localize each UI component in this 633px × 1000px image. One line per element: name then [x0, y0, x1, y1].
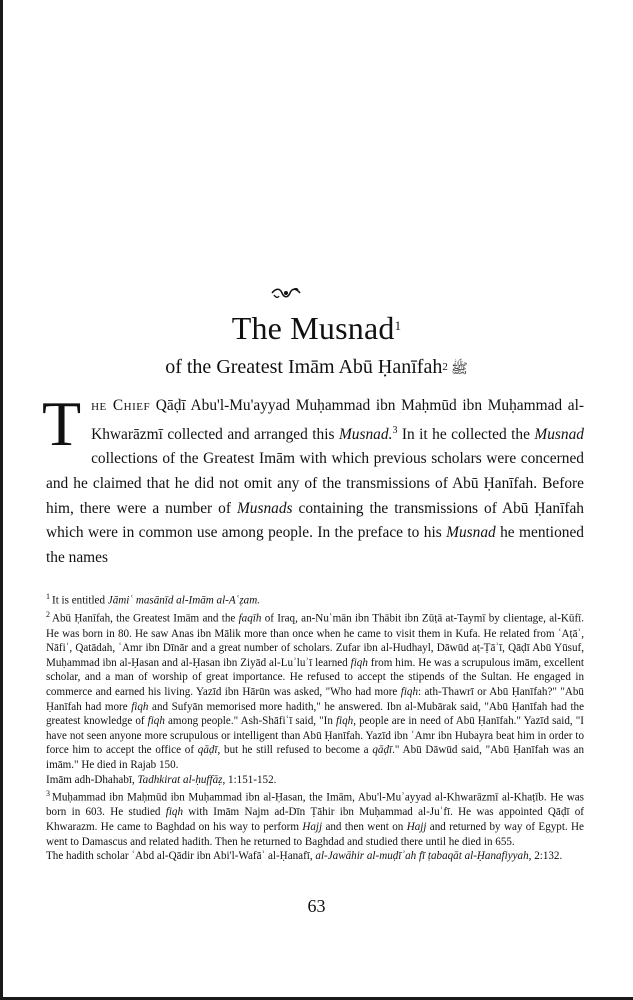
footnote-italic: fiqh — [335, 715, 354, 728]
footnote-italic: al-Jawāhir al-muḍīʾah fī ṭabaqāt al-Ḥanafiyyah — [315, 850, 529, 863]
footnote-text: Muḥammad ibn Maḥmūd ibn Muḥammad ibn al-Ḥasan, the Imām, Abu'l-Muʾayyad al-Khwarāzmī al-Khaṭīb. He was born in 603. He studied — [46, 791, 584, 819]
body-italic-term: Musnad — [534, 425, 584, 443]
page-number: 63 — [307, 896, 326, 916]
footnote-text: Imām adh-Dhahabī, — [46, 773, 138, 786]
body-text-segment: collections of the Greatest Imām with which previous scholars were concerned and he claimed that he did not omit any of the transmissions of Abū Ḥanīfah. Before him, there were a number of — [46, 450, 584, 517]
honorific-glyph: ﷺ — [450, 362, 468, 377]
footnote-text: It is entitled — [52, 594, 108, 607]
footnote-text: The hadith scholar ʿAbd al-Qādir ibn Abi'l-Wafāʾ al-Ḥanafī, — [46, 850, 316, 863]
footnotes-section — [46, 590, 584, 864]
footnote-2 — [46, 608, 584, 772]
opening-smallcaps: he Chief — [91, 397, 151, 414]
footnote-text: and returned by way of Egypt. He went to Damascus and related hadith. Then he returned to Baghdad and studied there until he died in 655. — [46, 820, 584, 848]
ornament-icon — [270, 286, 302, 300]
body-italic-term: Musnad. — [338, 425, 393, 443]
body-text-segment: containing the transmissions of Abū Ḥanīfah which were in common use among people. In the preface to his — [46, 499, 584, 542]
footnote-italic: Hajj — [302, 820, 323, 833]
footnote-italic: fiqh — [400, 685, 419, 698]
footnote-2-source — [46, 773, 584, 788]
page-edge-left — [0, 0, 3, 1000]
footnote-text: with Imām Najm ad-Dīn Ṭāhir ibn Muḥammad al-Juʿfī. He was appointed Qāḍī of Khwarazm. He came to Baghdad on his way to perform — [46, 806, 585, 833]
footnote-italic: Hajj — [406, 820, 427, 833]
footnote-text: and then went on — [322, 820, 407, 833]
footnote-text: : ath-Thawrī or Abū Ḥanīfah?" "Abū Ḥanīfah had more — [46, 685, 584, 713]
body-italic-term: Musnads — [236, 499, 293, 517]
footnote-italic: fiqh — [147, 715, 165, 728]
footnote-text: , 2:132. — [528, 850, 563, 863]
footnote-3 — [46, 787, 584, 849]
footnote-italic: qāḍī — [197, 744, 218, 757]
footnote-ref-1: 1 — [394, 318, 402, 333]
footnote-italic: Tadhkirat al-ḥuffāẓ — [137, 773, 223, 786]
footnote-italic: fiqh — [350, 656, 368, 669]
footnote-text: Abū Ḥanīfah, the Greatest Imām and the — [52, 612, 239, 625]
footnote-text: among people." Ash-Shāfiʿī said, "In — [164, 715, 336, 728]
chapter-title — [0, 308, 633, 348]
footnote-text: of Iraq, an-Nuʿmān ibn Thābit ibn Zūṭā at-Taymī by clientage, al-Kūfī. He was born in 80. He saw Anas ibn Mālik more than once when he came to visit them in Kufa. He related from ʿAṭāʾ, Nāfiʿ, Qatādah, ʿAmr ibn Dīnār and a great number of scholars. Zufar ibn al-Hudhayl, Dāwūd aṭ-Ṭāʾī, Qāḍī Abū Yūsuf, Muḥammad ibn al-Ḥasan and al-Ḥasan ibn Ziyād al-Luʾluʾī learned — [46, 612, 585, 669]
footnote-italic: faqīh — [238, 612, 262, 625]
footnote-text: and Sufyān memorised more hadith," he answered. Ibn al-Mubārak said, "Abū Ḥanīfah had the greatest knowledge of — [46, 700, 584, 728]
footnote-text: , 1:151-152. — [222, 773, 277, 786]
chapter-subtitle — [0, 354, 633, 383]
footnote-1 — [46, 590, 584, 608]
footnote-text: from him. He was a scrupulous imām, excellent scholar, and a man of worship of great importance. He refused to accept the stipends of the Sultan. He engaged in commerce and earned his living. Yazīd ibn Hārūn was asked, "Who had more — [46, 656, 584, 698]
chapter-title-text: The Musnad — [231, 310, 395, 346]
footnote-number: 2 — [46, 610, 50, 620]
body-text-segment: In it he collected the — [397, 425, 535, 443]
footnote-italic: Jāmiʿ masānīd al-Imām al-Aʿẓam. — [107, 594, 260, 607]
footnote-italic: qāḍī — [372, 744, 393, 757]
footnote-ref-3: 3 — [392, 424, 398, 436]
footnote-ref-2: 2 — [442, 361, 448, 373]
footnote-italic: fiqh — [165, 806, 184, 819]
footnote-number: 3 — [46, 789, 50, 799]
chapter-subtitle-text: of the Greatest Imām Abū Ḥanīfah — [165, 356, 443, 378]
main-paragraph — [42, 388, 584, 570]
footnote-text: , people are in need of Abū Ḥanīfah." Yazīd said, "I have not seen anyone more scrupulous or intelligent than Abū Ḥanīfah. Yazīd ibn ʿAmr ibn Hubayra beat him in order to force him to accept the office of — [46, 715, 585, 757]
body-text-segment: Qāḍī Abu'l-Mu'ayyad Muḥammad ibn Maḥmūd ibn Muḥammad al-Khwarāzmī collected and arranged this — [91, 397, 584, 443]
footnote-3-source — [46, 849, 584, 864]
body-italic-term: Musnad — [446, 524, 496, 542]
footnote-text: ." Abū Dāwūd said, "Abū Ḥanīfah was an imām." He died in Rajab 150. — [46, 744, 585, 771]
footnote-italic: fiqh — [131, 700, 149, 713]
drop-cap: T — [42, 388, 82, 459]
footnote-number: 1 — [46, 592, 50, 601]
footnote-text: , but he still refused to become a — [217, 744, 373, 757]
body-text-segment: he mentioned the names — [46, 524, 584, 566]
